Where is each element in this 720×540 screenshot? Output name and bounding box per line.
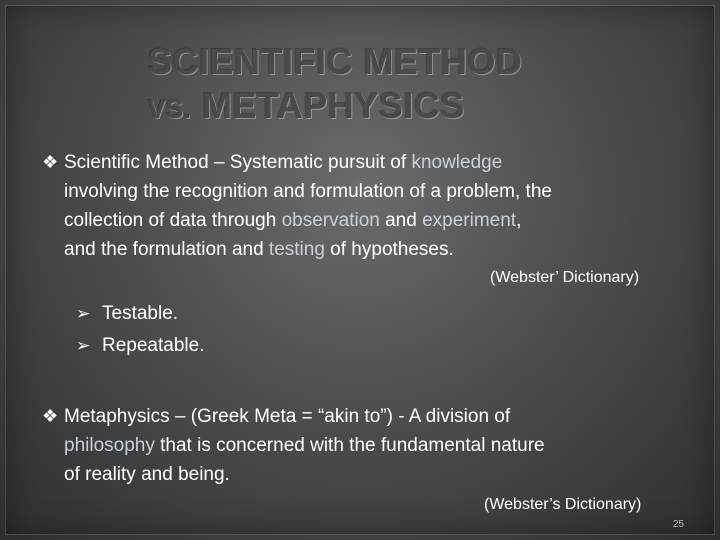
bullet1-line4 [42,235,552,264]
bullet1-observation: observation [281,210,380,231]
slide-title [148,40,523,131]
sub-item-repeatable [76,330,204,362]
bullet1-line3-pre: collection of data through [64,210,282,231]
bullet2-line2 [42,431,545,460]
bullet1-line2: involving the recognition and formulation of a problem, the [64,181,552,202]
sub-item-label: Testable. [102,303,179,324]
bullet-scientific-method [42,148,552,264]
bullet1-knowledge: knowledge [411,152,503,173]
bullet1-line4-pre: and the formulation and [64,239,269,260]
title-line-2 [148,84,523,131]
sub-item-label: Repeatable. [102,335,205,356]
bullet2-philosophy: philosophy [64,435,155,456]
bullet2-line2-post: that is concerned with the fundamental nature [154,435,545,456]
title-metaphysics: METAPHYSICS [201,85,465,126]
bullet2-line1: Metaphysics – (Greek Meta = “akin to”) - A division of [64,406,511,427]
page-number: 25 [672,519,684,530]
bullet-row [42,402,545,431]
arrow-bullet-icon: ➢ [76,336,91,355]
sub-list [76,298,204,362]
title-vs: VS. [148,94,192,124]
bullet2-line3: of reality and being. [64,464,230,485]
diamond-bullet-icon: ❖ [42,406,59,426]
bullet1-testing: testing [268,239,325,260]
bullet1-line1-text: Scientific Method – Systematic pursuit of [64,152,412,173]
diamond-bullet-icon: ❖ [42,152,59,172]
bullet1-line4-post: of hypotheses. [324,239,454,260]
sub-item-testable [76,298,204,330]
bullet1-experiment: experiment [422,210,517,231]
bullet1-line3-post: , [516,210,522,231]
source-citation-2: (Webster’s Dictionary) [484,496,642,513]
arrow-bullet-icon: ➢ [76,304,91,323]
bullet-row [42,148,552,177]
bullet-metaphysics [42,402,545,489]
source-citation-1: (Webster’ Dictionary) [490,269,640,286]
bullet1-line3-mid: and [379,210,423,231]
title-line-1: SCIENTIFIC METHOD [148,41,523,82]
bullet1-line3 [42,206,552,235]
